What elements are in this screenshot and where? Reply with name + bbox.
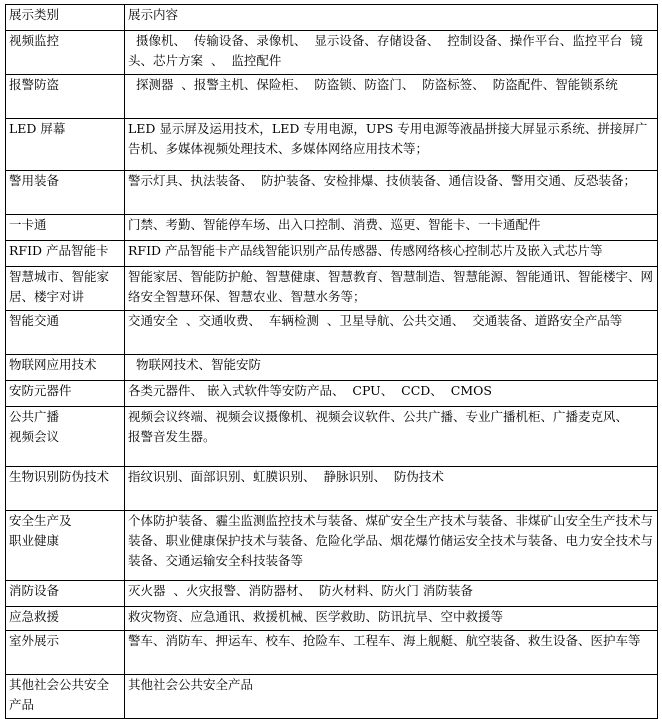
category-cell: 一卡通 (6, 215, 125, 241)
content-cell: RFID 产品智能卡产品线智能识别产品传感器、传感网络核心控制芯片及嵌入式芯片等 (125, 241, 658, 267)
content-cell: 警车、消防车、押运车、校车、抢险车、工程车、海上舰艇、航空装备、救生设备、医护车等 (125, 631, 658, 675)
table-row (6, 607, 658, 631)
content-cell: 智能家居、智能防护舱、智慧健康、智慧教育、智慧制造、智慧能源、智能通讯、智能楼宇、网络安全智慧环保、智慧农业、智慧水务等； (125, 267, 658, 311)
table-row (6, 119, 658, 171)
content-cell: 门禁、考勤、智能停车场、出入口控制、消费、巡更、智能卡、一卡通配件 (125, 215, 658, 241)
category-cell: 智慧城市、智能家居、楼宇对讲 (6, 267, 125, 311)
exhibit-category-table (5, 4, 658, 719)
category-cell: 智能交通 (6, 311, 125, 355)
category-cell: 消防设备 (6, 581, 125, 607)
table-row (6, 31, 658, 75)
category-cell: 公共广播 视频会议 (6, 407, 125, 467)
table-row (6, 581, 658, 607)
category-cell: 其他社会公共安全产品 (6, 675, 125, 719)
category-cell: 生物识别防伪技术 (6, 467, 125, 511)
content-cell: 灭火器 、火灾报警、消防器材、 防火材料、防火门 消防装备 (125, 581, 658, 607)
category-cell: 应急救援 (6, 607, 125, 631)
content-cell: 个体防护装备、霾尘监测监控技术与装备、煤矿安全生产技术与装备、非煤矿山安全生产技术与装备、职业健康保护技术与装备、危险化学品、烟花爆竹储运安全技术与装备、电力安全技术与装备、交通运输安全科技装备等 (125, 511, 658, 581)
category-cell: 视频监控 (6, 31, 125, 75)
table-row (6, 467, 658, 511)
category-cell: 物联网应用技术 (6, 355, 125, 381)
header-category-cell: 展示类别 (6, 5, 125, 31)
content-cell: LED 显示屏及运用技术，LED 专用电源，UPS 专用电源等液晶拼接大屏显示系统、拼接屏广告机、多媒体视频处理技术、多媒体网络应用技术等； (125, 119, 658, 171)
category-cell: 报警防盗 (6, 75, 125, 119)
content-cell: 物联网技术、智能安防 (125, 355, 658, 381)
content-cell: 其他社会公共安全产品 (125, 675, 658, 719)
category-cell: 警用装备 (6, 171, 125, 215)
content-cell: 交通安全 、交通收费、 车辆检测 、卫星导航、公共交通、 交通装备、道路安全产品等 (125, 311, 658, 355)
table-row (6, 241, 658, 267)
table-body (6, 5, 658, 719)
content-cell: 摄像机、 传输设备、录像机、 显示设备、存储设备、 控制设备、操作平台、监控平台 镜头、芯片方案 、 监控配件 (125, 31, 658, 75)
table-row (6, 171, 658, 215)
content-cell: 视频会议终端、视频会议摄像机、视频会议软件、公共广播、专业广播机柜、广播麦克风、 报警音发生器。 (125, 407, 658, 467)
table-header-row (6, 5, 658, 31)
table-row (6, 267, 658, 311)
table-row (6, 511, 658, 581)
category-cell: 室外展示 (6, 631, 125, 675)
content-cell: 警示灯具、执法装备、 防护装备、安检排爆、技侦装备、通信设备、警用交通、反恐装备； (125, 171, 658, 215)
table-row (6, 631, 658, 675)
table-row (6, 311, 658, 355)
category-cell: 安防元器件 (6, 381, 125, 407)
table-row (6, 215, 658, 241)
content-cell: 指纹识别、面部识别、虹膜识别、 静脉识别、 防伪技术 (125, 467, 658, 511)
category-cell: RFID 产品智能卡 (6, 241, 125, 267)
table-row (6, 355, 658, 381)
table-row (6, 381, 658, 407)
table-row (6, 675, 658, 719)
content-cell: 救灾物资、应急通讯、救援机械、医学救助、防讯抗旱、空中救援等 (125, 607, 658, 631)
table-row (6, 407, 658, 467)
table-row (6, 75, 658, 119)
content-cell: 各类元器件、 嵌入式软件等安防产品、 CPU、 CCD、 CMOS (125, 381, 658, 407)
category-cell: 安全生产及 职业健康 (6, 511, 125, 581)
header-content-cell: 展示内容 (125, 5, 658, 31)
category-cell: LED 屏幕 (6, 119, 125, 171)
content-cell: 探测器 、报警主机、保险柜、 防盗锁、防盗门、 防盗标签、 防盗配件、智能锁系统 (125, 75, 658, 119)
